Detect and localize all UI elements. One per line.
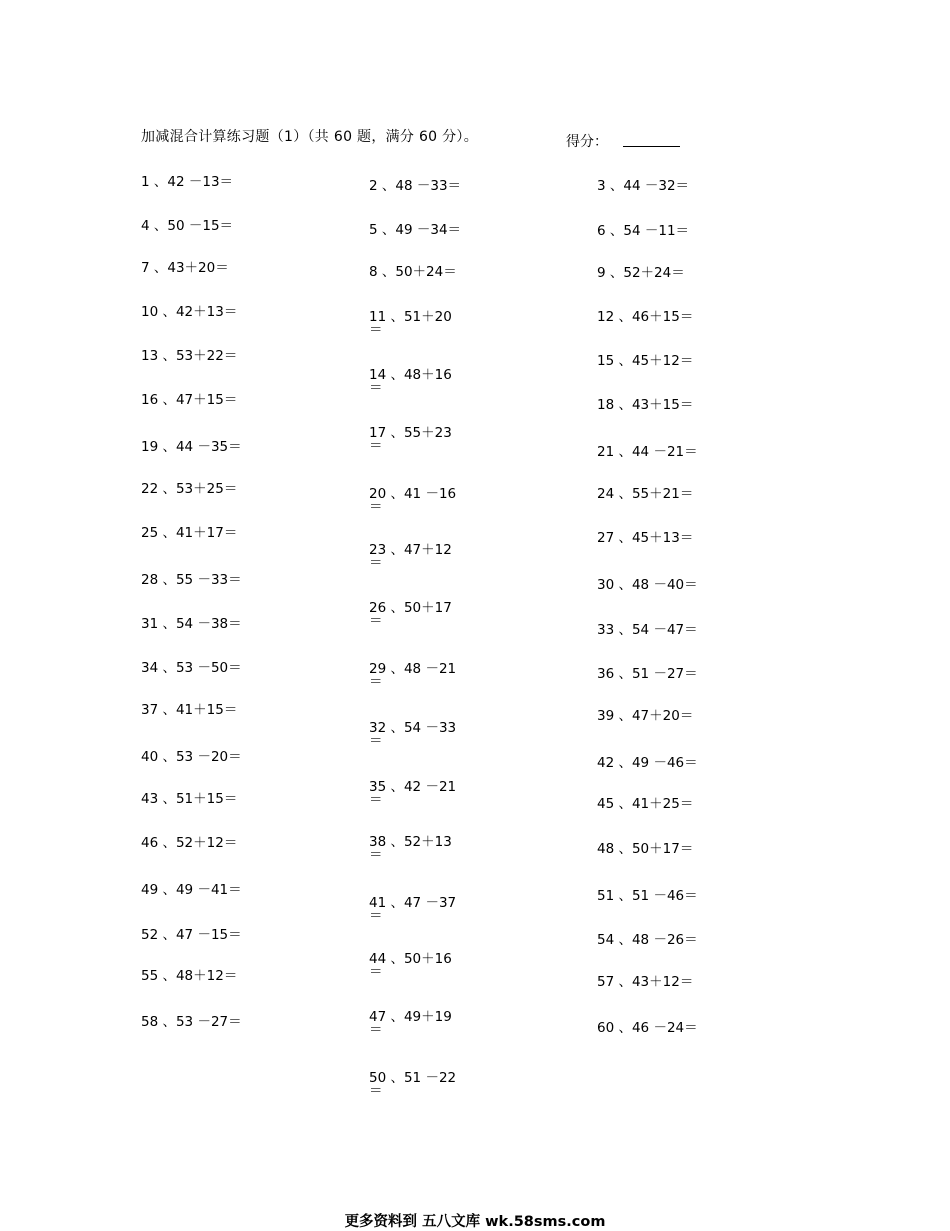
- question-text: 9 、52＋24＝: [597, 265, 685, 281]
- question-item: [597, 842, 693, 857]
- question-text: 29 、48 －21: [369, 661, 457, 677]
- question-item: [369, 951, 452, 980]
- question-item: [369, 834, 452, 863]
- question-text: 39 、47＋20＝: [597, 708, 694, 724]
- question-item: [597, 797, 693, 812]
- question-text: 3 、44 －32＝: [597, 178, 690, 194]
- question-text: 1 、42 －13＝: [141, 174, 234, 190]
- question-item: [141, 792, 237, 807]
- question-text: 55 、48＋12＝: [141, 968, 238, 984]
- question-text: 47 、49＋19: [369, 1009, 452, 1025]
- question-text: 4 、50 －15＝: [141, 218, 234, 234]
- question-item: [597, 266, 685, 281]
- question-item: [597, 889, 698, 904]
- equals-sign: ＝: [369, 792, 383, 808]
- question-text: 31 、54 －38＝: [141, 616, 242, 632]
- question-item: [597, 224, 689, 239]
- question-text: 41 、47 －37: [369, 895, 457, 911]
- page-title: 加减混合计算练习题（1）（共 60 题，满分 60 分）。: [141, 129, 479, 145]
- question-item: [369, 600, 452, 629]
- question-text: 8 、50＋24＝: [369, 264, 457, 280]
- question-item: [141, 219, 233, 234]
- question-text: 54 、48 －26＝: [597, 932, 698, 948]
- equals-sign: ＝: [369, 1083, 383, 1099]
- question-item: [141, 969, 237, 984]
- question-text: 35 、42 －21: [369, 779, 457, 795]
- score-blank-line[interactable]: [623, 146, 680, 147]
- question-text: 2 、48 －33＝: [369, 178, 462, 194]
- question-item: [369, 779, 457, 808]
- question-item: [597, 445, 698, 460]
- question-text: 44 、50＋16: [369, 951, 452, 967]
- question-item: [597, 179, 689, 194]
- question-item: [141, 526, 237, 541]
- question-text: 58 、53 －27＝: [141, 1014, 242, 1030]
- question-item: [597, 933, 698, 948]
- question-text: 32 、54 －33: [369, 720, 457, 736]
- question-item: [597, 623, 698, 638]
- question-text: 46 、52＋12＝: [141, 835, 238, 851]
- question-item: [369, 486, 457, 515]
- question-item: [141, 393, 237, 408]
- question-text: 49 、49 －41＝: [141, 882, 242, 898]
- equals-sign: ＝: [369, 908, 383, 924]
- question-text: 27 、45＋13＝: [597, 530, 694, 546]
- question-item: [369, 309, 452, 338]
- question-text: 37 、41＋15＝: [141, 702, 238, 718]
- question-item: [597, 975, 693, 990]
- question-text: 22 、53＋25＝: [141, 481, 238, 497]
- question-item: [597, 709, 693, 724]
- question-text: 24 、55＋21＝: [597, 486, 694, 502]
- equals-sign: ＝: [369, 613, 383, 629]
- question-item: [369, 542, 452, 571]
- equals-sign: ＝: [369, 733, 383, 749]
- question-item: [141, 440, 242, 455]
- question-item: [597, 487, 693, 502]
- question-item: [141, 482, 237, 497]
- question-text: 30 、48 －40＝: [597, 577, 698, 593]
- question-text: 40 、53 －20＝: [141, 749, 242, 765]
- question-item: [369, 179, 461, 194]
- question-text: 23 、47＋12: [369, 542, 452, 558]
- question-item: [369, 895, 457, 924]
- question-item: [597, 354, 693, 369]
- question-text: 18 、43＋15＝: [597, 397, 694, 413]
- question-item: [369, 265, 457, 280]
- question-item: [141, 305, 237, 320]
- equals-sign: ＝: [369, 499, 383, 515]
- question-item: [369, 1070, 457, 1099]
- question-item: [141, 1015, 242, 1030]
- question-text: 28 、55 －33＝: [141, 572, 242, 588]
- question-text: 19 、44 －35＝: [141, 439, 242, 455]
- question-item: [597, 1021, 698, 1036]
- question-item: [369, 720, 457, 749]
- question-item: [141, 750, 242, 765]
- question-text: 14 、48＋16: [369, 367, 452, 383]
- question-text: 36 、51 －27＝: [597, 666, 698, 682]
- question-text: 60 、46 －24＝: [597, 1020, 698, 1036]
- equals-sign: ＝: [369, 555, 383, 571]
- question-text: 33 、54 －47＝: [597, 622, 698, 638]
- question-text: 21 、44 －21＝: [597, 444, 698, 460]
- question-text: 6 、54 －11＝: [597, 223, 690, 239]
- question-item: [369, 425, 452, 454]
- question-text: 34 、53 －50＝: [141, 660, 242, 676]
- question-item: [597, 756, 698, 771]
- question-item: [369, 1009, 452, 1038]
- question-item: [141, 573, 242, 588]
- equals-sign: ＝: [369, 322, 383, 338]
- question-text: 5 、49 －34＝: [369, 222, 462, 238]
- question-item: [597, 310, 693, 325]
- question-item: [369, 661, 457, 690]
- question-text: 43 、51＋15＝: [141, 791, 238, 807]
- footer-text: 更多资料到 五八文库 wk.58sms.com: [344, 1214, 606, 1230]
- equals-sign: ＝: [369, 1022, 383, 1038]
- question-item: [141, 661, 242, 676]
- question-text: 38 、52＋13: [369, 834, 452, 850]
- question-text: 57 、43＋12＝: [597, 974, 694, 990]
- question-text: 45 、41＋25＝: [597, 796, 694, 812]
- question-text: 16 、47＋15＝: [141, 392, 238, 408]
- question-text: 51 、51 －46＝: [597, 888, 698, 904]
- question-item: [141, 928, 242, 943]
- question-item: [141, 349, 237, 364]
- question-text: 50 、51 －22: [369, 1070, 457, 1086]
- question-item: [141, 703, 237, 718]
- question-text: 26 、50＋17: [369, 600, 452, 616]
- question-text: 11 、51＋20: [369, 309, 452, 325]
- question-item: [369, 367, 452, 396]
- question-item: [141, 261, 229, 276]
- question-item: [141, 617, 242, 632]
- score-label: 得分：: [566, 134, 608, 150]
- question-item: [141, 836, 237, 851]
- question-text: 12 、46＋15＝: [597, 309, 694, 325]
- question-item: [597, 578, 698, 593]
- question-item: [597, 667, 698, 682]
- question-text: 52 、47 －15＝: [141, 927, 242, 943]
- question-text: 7 、43＋20＝: [141, 260, 229, 276]
- question-item: [597, 398, 693, 413]
- question-text: 15 、45＋12＝: [597, 353, 694, 369]
- equals-sign: ＝: [369, 380, 383, 396]
- question-text: 17 、55＋23: [369, 425, 452, 441]
- equals-sign: ＝: [369, 964, 383, 980]
- question-text: 25 、41＋17＝: [141, 525, 238, 541]
- equals-sign: ＝: [369, 438, 383, 454]
- equals-sign: ＝: [369, 847, 383, 863]
- question-item: [369, 223, 461, 238]
- question-text: 20 、41 －16: [369, 486, 457, 502]
- question-text: 13 、53＋22＝: [141, 348, 238, 364]
- question-item: [141, 883, 242, 898]
- question-text: 10 、42＋13＝: [141, 304, 238, 320]
- equals-sign: ＝: [369, 674, 383, 690]
- question-text: 42 、49 －46＝: [597, 755, 698, 771]
- question-text: 48 、50＋17＝: [597, 841, 694, 857]
- question-item: [141, 175, 233, 190]
- question-item: [597, 531, 693, 546]
